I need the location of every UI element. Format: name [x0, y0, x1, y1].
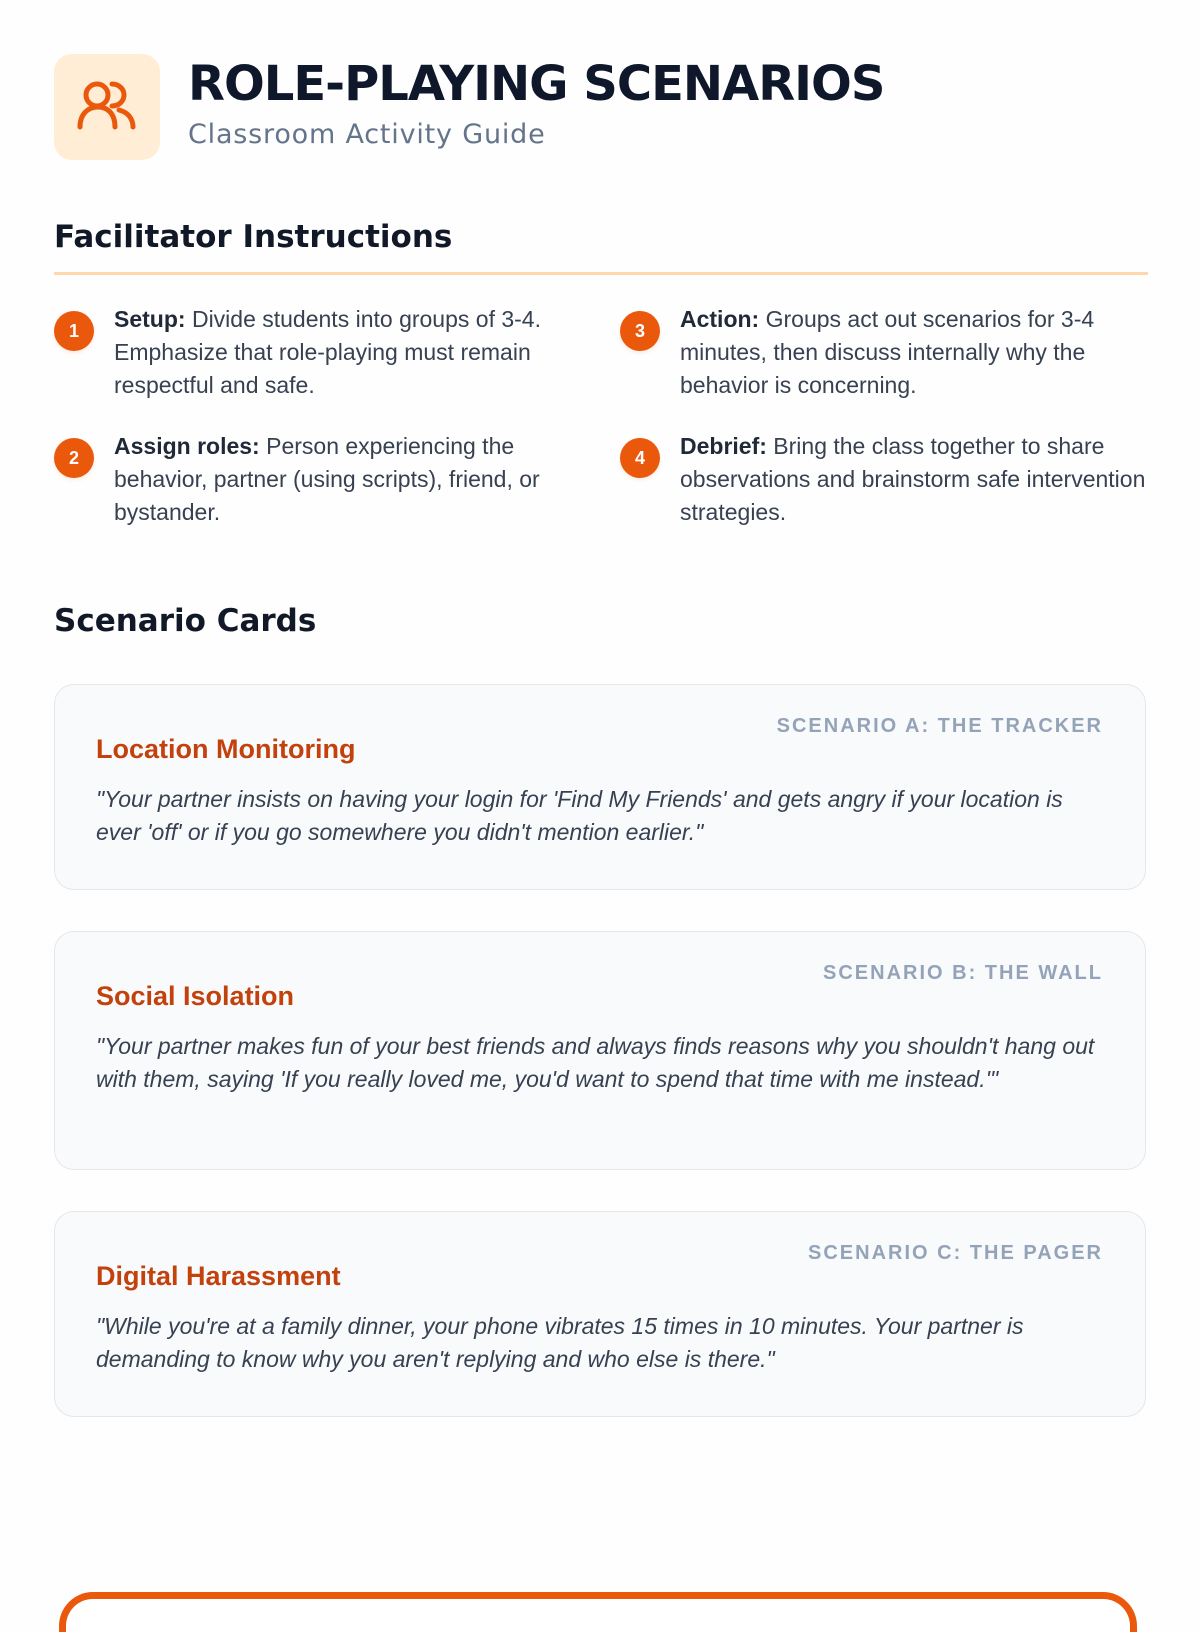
instruction-body-2: Person experiencing the behavior, partner (using scripts), friend, or bystander. [114, 433, 540, 525]
instruction-label-3: Action: [680, 306, 760, 332]
instruction-text-1 [114, 303, 582, 402]
instruction-text-3 [680, 303, 1148, 402]
scenario-card-pager [54, 1211, 1146, 1417]
scenario-tag: SCENARIO C: THE PAGER [808, 1242, 1103, 1264]
instruction-body-1: Divide students into groups of 3-4. Emphasize that role-playing must remain respectful and safe. [114, 306, 541, 398]
instruction-label-1: Setup: [114, 306, 186, 332]
scenario-tag: SCENARIO B: THE WALL [823, 962, 1103, 984]
users-icon [54, 54, 160, 160]
scenario-tag: SCENARIO A: THE TRACKER [776, 715, 1103, 737]
scenario-title: Location Monitoring [96, 734, 356, 764]
instruction-text-2 [114, 430, 582, 529]
step-number-2: 2 [54, 438, 94, 478]
activity-guide-page [54, 0, 1148, 1600]
instruction-text-4 [680, 430, 1148, 529]
instruction-body-3: Groups act out scenarios for 3-4 minutes, then discuss internally why the behavior is concerning. [680, 306, 1095, 398]
step-number-3: 3 [620, 311, 660, 351]
scenario-title: Digital Harassment [96, 1261, 341, 1291]
instruction-step-2 [54, 430, 582, 530]
facilitator-instructions [54, 303, 1148, 533]
instruction-step-4 [620, 430, 1148, 530]
instruction-label-2: Assign roles: [114, 433, 260, 459]
scenario-title: Social Isolation [96, 981, 295, 1011]
page-title: ROLE-PLAYING SCENARIOS [188, 56, 885, 112]
scenario-quote: "Your partner insists on having your login for 'Find My Friends' and gets angry if your location is ever 'off' or if you go somewhere you didn't mention earlier." [96, 786, 1063, 845]
header-text [188, 54, 1088, 150]
instruction-step-3 [620, 303, 1148, 403]
instruction-body-4: Bring the class together to share observations and brainstorm safe intervention strategies. [680, 433, 1146, 525]
section-divider [54, 272, 1148, 275]
scenario-quote: "Your partner makes fun of your best friends and always finds reasons why you shouldn't hang out with them, saying 'If you really loved me, you'd want to spend that time with me instead.'" [96, 1033, 1095, 1092]
page-subtitle: Classroom Activity Guide [188, 119, 546, 150]
scenario-quote: "While you're at a family dinner, your phone vibrates 15 times in 10 minutes. Your partner is demanding to know why you aren't replying and who else is there." [96, 1313, 1024, 1372]
facilitator-instructions-heading: Facilitator Instructions [54, 219, 453, 255]
instruction-step-1 [54, 303, 582, 403]
step-number-4: 4 [620, 438, 660, 478]
instruction-label-4: Debrief: [680, 433, 767, 459]
page-header [54, 54, 1148, 162]
bottom-callout-outline [59, 1592, 1137, 1632]
scenario-card-tracker [54, 684, 1146, 890]
scenario-card-wall [54, 931, 1146, 1170]
scenario-cards-heading: Scenario Cards [54, 603, 317, 639]
step-number-1: 1 [54, 311, 94, 351]
